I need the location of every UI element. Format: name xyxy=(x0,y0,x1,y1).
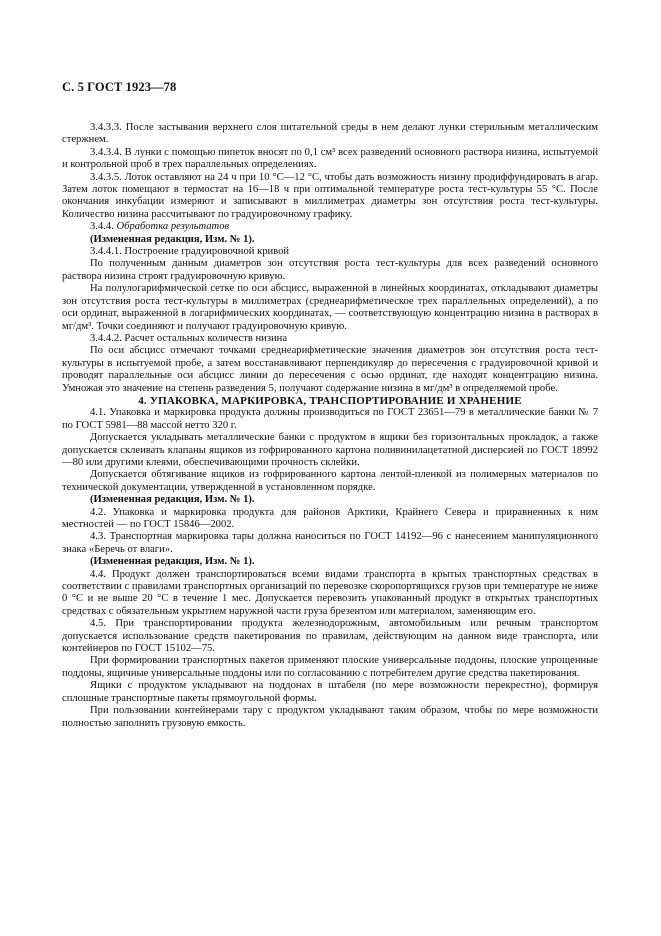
paragraph: 4.1. Упаковка и маркировка продукта должны производиться по ГОСТ 23651—79 в металлические банки № 7 по ГОСТ 5981—88 массой нетто 320 г. xyxy=(62,407,598,431)
paragraph: Ящики с продуктом укладывают на поддонах в штабеля (по мере возможности перекрестно), формируя сплошные транспортные пакеты прямоугольной формы. xyxy=(62,680,598,704)
paragraph: 4.3. Транспортная маркировка тары должна наноситься по ГОСТ 14192—96 с нанесением манипуляционного знака «Беречь от влаги». xyxy=(62,531,598,555)
paragraph: 3.4.4.1. Построение градуировочной кривой xyxy=(90,246,290,258)
paragraph: При пользовании контейнерами тару с продуктом укладывают таким образом, чтобы по мере возможности полностью заполнить грузовую емкость. xyxy=(62,705,598,729)
subsection-number: 3.4.4. xyxy=(90,221,117,233)
paragraph: На полулогарифмической сетке по оси абсцисс, выраженной в линейных координатах, откладывают диаметры зон отсутствия роста тест-культуры в миллиметрах (среднеарифметическое трех параллельных определений), а по оси ординат, выраженной в логарифмических координатах, — соответствующую концентрацию низина в растворах в мг/дм³. Точки соединяют и получают градуировочную кривую. xyxy=(62,283,598,332)
paragraph: 4.5. При транспортировании продукта железнодорожным, автомобильным или речным транспортом допускается использование средств пакетирования по правилам, действующим на данном виде транспорта, или контейнеров по ГОСТ 15102—75. xyxy=(62,618,598,655)
amendment-note: (Измененная редакция, Изм. № 1). xyxy=(90,556,255,568)
page-header: С. 5 ГОСТ 1923—78 xyxy=(62,80,177,94)
amendment-note: (Измененная редакция, Изм. № 1). xyxy=(90,494,255,506)
section-title: 4. УПАКОВКА, МАРКИРОВКА, ТРАНСПОРТИРОВАНИЕ И ХРАНЕНИЕ xyxy=(138,394,522,407)
paragraph: Допускается укладывать металлические банки с продуктом в ящики без горизонтальных прокладок, а также допускается склеивать клапаны ящиков из гофрированного картона поливинилацетатной дисперсией по ГОСТ 18992—80 или другими клеями, обеспечивающими прочность склейки. xyxy=(62,432,598,468)
paragraph: По полученным данным диаметров зон отсутствия роста тест-культуры для всех разведений основного раствора низина строят градуировочную кривую. xyxy=(62,258,598,282)
paragraph: Допускается обтягивание ящиков из гофрированного картона лентой-пленкой из полимерных материалов по технической документации, утвержденной в установленном порядке. xyxy=(62,469,598,493)
subsection-heading xyxy=(62,221,598,233)
paragraph: 3.4.3.4. В лунки с помощью пипеток вносят по 0,1 см³ всех разведений основного раствора низина, испытуемой и контрольной проб в трех параллельных определениях. xyxy=(62,146,598,171)
paragraph: 3.4.4.2. Расчет остальных количеств низина xyxy=(90,332,288,344)
paragraph: 4.2. Упаковка и маркировка продукта для районов Арктики, Крайнего Севера и приравненных к ним местностей — по ГОСТ 15846—2002. xyxy=(62,506,598,530)
paragraph: 3.4.3.3. После застывания верхнего слоя питательной среды в нем делают лунки стерильным металлическим стержнем. xyxy=(62,122,598,146)
subsection-title: Обработка результатов xyxy=(116,221,230,233)
paragraph: 3.4.3.5. Лоток оставляют на 24 ч при 10 °С—12 °С, чтобы дать возможность низину продиффундировать в агар. Затем лоток помещают в термостат на 16—18 ч при оптимальной температуре роста тест-культуры 55 °С. После окончания инкубации измеряют и записывают в миллиметрах диаметры зон отсутствия роста тест-культуры. Количество низина рассчитывают по градуировочному графику. xyxy=(62,171,598,220)
paragraph: 4.4. Продукт должен транспортироваться всеми видами транспорта в крытых транспортных средствах в соответствии с правилами транспортных организаций по перевозке скоропортящихся грузов при температуре не ниже 0 °С и не выше 20 °С в течение 1 мес. Допускается перевозить упакованный продукт в открытых транспортных средствах с обязательным укрытием наружной части груза брезентом или материалом, заменяющим его. xyxy=(62,568,598,617)
document-body xyxy=(62,122,598,730)
amendment-note: (Измененная редакция, Изм. № 1). xyxy=(90,233,255,245)
paragraph: По оси абсцисс отмечают точками среднеарифметические значения диаметров зон отсутствия роста тест-культуры в испытуемой пробе, а затем восстанавливают перпендикуляр до пересечения с градуировочной кривой и проводят параллельные оси абсцисс линии до пересечения с осью ординат, где находят концентрацию низина. Умножая это значение на степень разведения 5, получают содержание низина в мг/дм³ в определяемой пробе. xyxy=(62,345,598,394)
paragraph: При формировании транспортных пакетов применяют плоские универсальные поддоны, плоские упрощенные поддоны, ящичные универсальные поддоны или по согласованию с потребителем другие средства пакетирования. xyxy=(62,655,598,679)
